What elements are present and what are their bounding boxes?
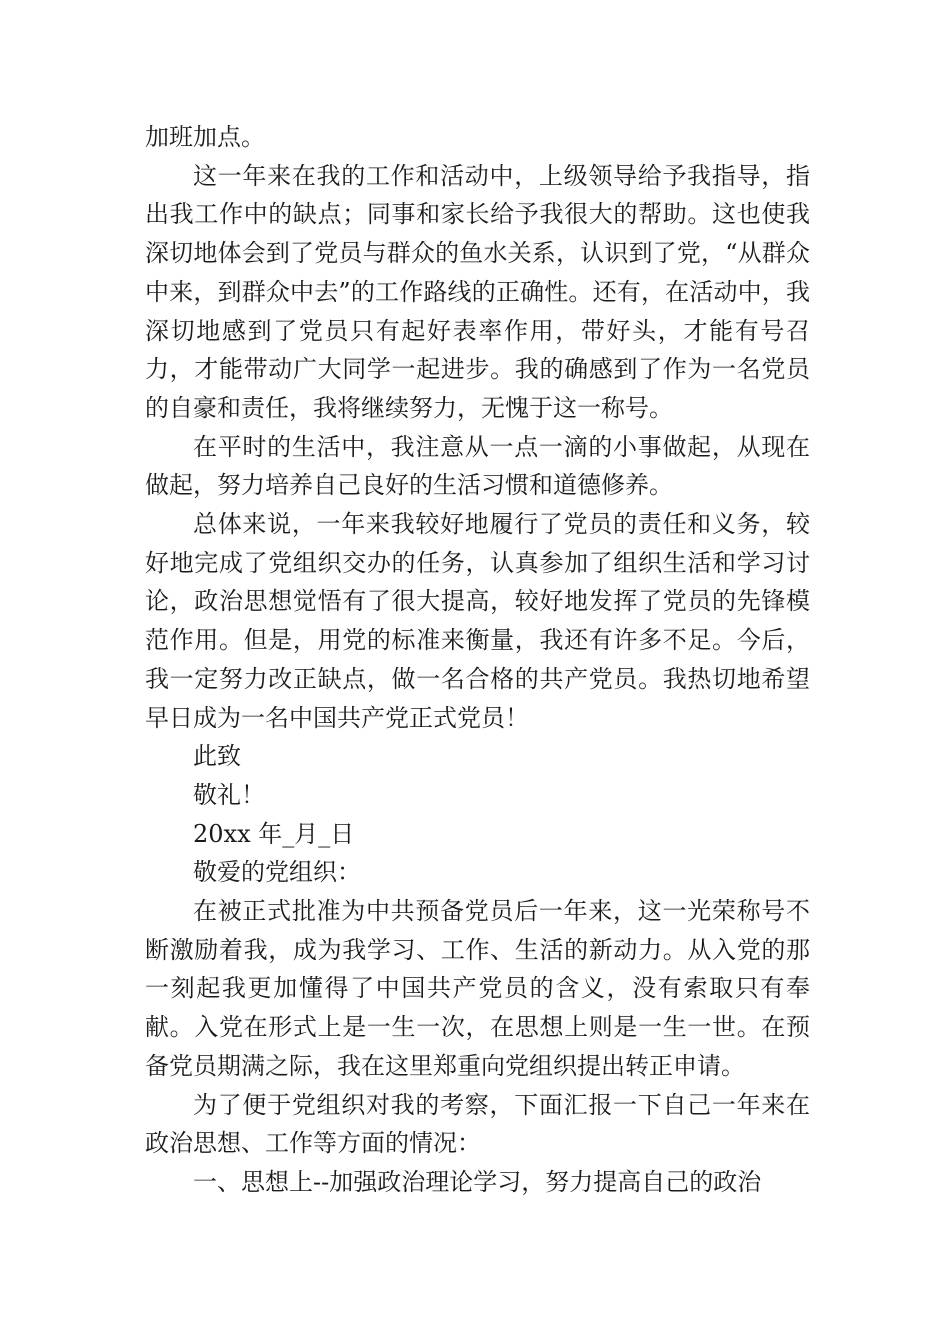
closing-salutation: 此致 <box>193 742 241 771</box>
paragraph-report-intro: 为了便于党组织对我的考察，下面汇报一下自己一年来在政治思想、工作等方面的情况： <box>145 1090 810 1158</box>
paragraph-continuation: 加班加点。 <box>145 123 265 151</box>
document-body <box>145 118 810 1202</box>
letter-date: 20xx 年_月_日 <box>193 819 355 848</box>
paragraph-summary: 总体来说，一年来我较好地履行了党员的责任和义务，较好地完成了党组织交办的任务，认真参加了组织生活和学习讨论，政治思想觉悟有了很大提高，较好地发挥了党员的先锋模范作用。但是，用党的标准来衡量，我还有许多不足。今后，我一定努力改正缺点，做一名合格的共产党员。我热切地希望早日成为一名中国共产党正式党员！ <box>145 510 810 732</box>
letter-greeting: 敬爱的党组织： <box>193 858 361 887</box>
paragraph-daily-life: 在平时的生活中，我注意从一点一滴的小事做起，从现在做起，努力培养自己良好的生活习惯和道德修养。 <box>145 432 810 500</box>
paragraph-guidance: 这一年来在我的工作和活动中，上级领导给予我指导，指出我工作中的缺点；同事和家长给予我很大的帮助。这也使我深切地体会到了党员与群众的鱼水关系，认识到了党，“从群众中来，到群众中去”的工作路线的正确性。还有，在活动中，我深切地感到了党员只有起好表率作用，带好头，才能有号召力，才能带动广大同学一起进步。我的确感到了作为一名党员的自豪和责任，我将继续努力，无愧于这一称号。 <box>145 161 810 422</box>
closing-regards: 敬礼！ <box>193 780 265 809</box>
section-heading-thought: 一、思想上--加强政治理论学习，努力提高自己的政治 <box>193 1167 762 1196</box>
paragraph-probation: 在被正式批准为中共预备党员后一年来，这一光荣称号不断激励着我，成为我学习、工作、生活的新动力。从入党的那一刻起我更加懂得了中国共产党员的含义，没有索取只有奉献。入党在形式上是一生一次，在思想上则是一生一世。在预备党员期满之际，我在这里郑重向党组织提出转正申请。 <box>145 897 810 1080</box>
